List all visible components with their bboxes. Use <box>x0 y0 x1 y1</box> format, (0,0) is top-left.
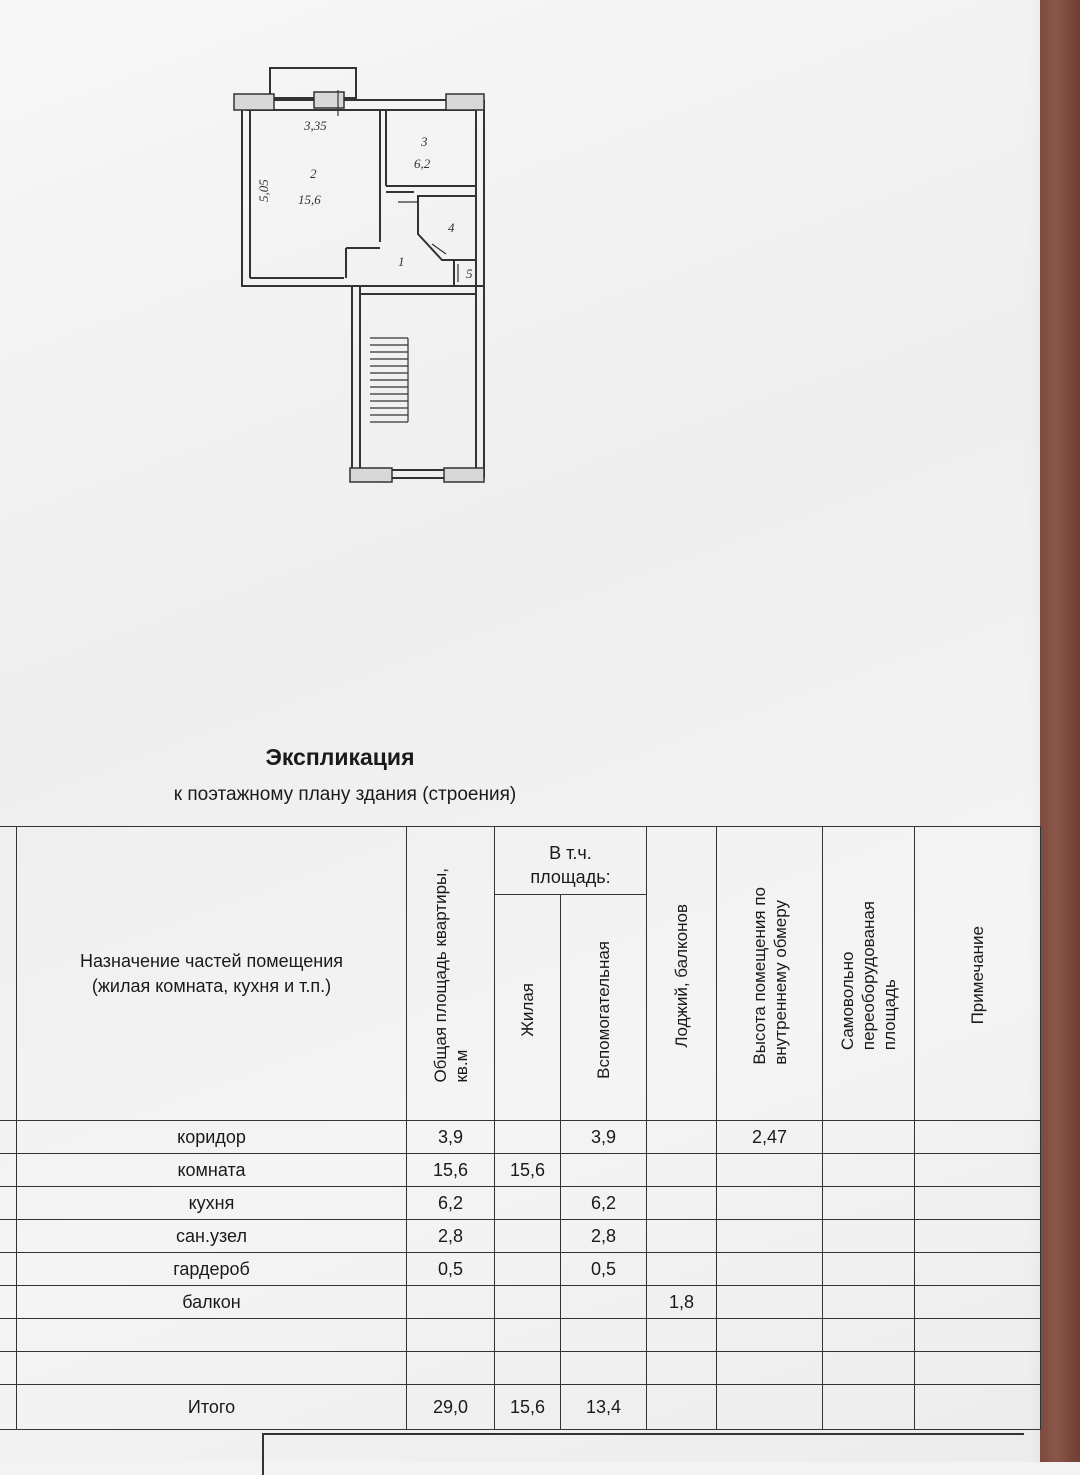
header-purpose: Назначение частей помещения (жилая комната, кухня и т.п.) <box>17 827 407 1121</box>
cell-aux <box>561 1319 647 1352</box>
cell-height <box>717 1253 823 1286</box>
cell-total: 3,9 <box>407 1121 495 1154</box>
cell-total <box>407 1319 495 1352</box>
table-header-row-1 <box>0 827 1041 895</box>
cell-name: сан.узел <box>17 1220 407 1253</box>
cell-name: кухня <box>17 1187 407 1220</box>
total-label: Итого <box>17 1385 407 1430</box>
table-row <box>0 1319 1041 1352</box>
cell-height: 2,47 <box>717 1121 823 1154</box>
plan-label-width: 3,35 <box>304 118 327 133</box>
cell-name: гардероб <box>17 1253 407 1286</box>
header-unauthorized-text: Самовольно переоборудованая площадь <box>838 900 899 1051</box>
header-loggias <box>647 827 717 1121</box>
header-note-text: Примечание <box>968 926 987 1025</box>
cell-aux <box>561 1286 647 1319</box>
header-note <box>915 827 1041 1121</box>
cell-height <box>717 1286 823 1319</box>
cell-living <box>495 1220 561 1253</box>
cell-name: коридор <box>17 1121 407 1154</box>
cell-loggia <box>647 1187 717 1220</box>
cell-loggia <box>647 1352 717 1385</box>
cell-loggia <box>647 1319 717 1352</box>
table-row <box>0 1220 1041 1253</box>
stairwell-wall <box>352 286 484 478</box>
table-row <box>0 1253 1041 1286</box>
header-loggias-text: Лоджий, балконов <box>672 903 691 1048</box>
header-auxiliary <box>561 895 647 1121</box>
cell-living <box>495 1253 561 1286</box>
plan-label-height: 5,05 <box>256 179 271 202</box>
cell-loggia <box>647 1121 717 1154</box>
cell-loggia: 1,8 <box>647 1286 717 1319</box>
cell-loggia <box>647 1154 717 1187</box>
cell-total: 0,5 <box>407 1253 495 1286</box>
header-unauthorized <box>823 827 915 1121</box>
plan-label-room-1: 1 <box>398 254 405 269</box>
header-total-area-text: Общая площадь квартиры, кв.м <box>430 868 471 1083</box>
cell-total <box>407 1352 495 1385</box>
plan-label-room-2: 2 <box>310 166 317 181</box>
cell-total: 2,8 <box>407 1220 495 1253</box>
cell-aux: 3,9 <box>561 1121 647 1154</box>
floor-plan <box>228 64 500 490</box>
total-aux: 13,4 <box>561 1385 647 1430</box>
bathroom-wall <box>418 196 476 260</box>
cell-loggia <box>647 1253 717 1286</box>
table-row <box>0 1187 1041 1220</box>
header-total-area <box>407 827 495 1121</box>
plan-label-room-4: 4 <box>448 220 455 235</box>
cell-total: 6,2 <box>407 1187 495 1220</box>
cell-height <box>717 1220 823 1253</box>
table-total-row <box>0 1385 1041 1430</box>
cell-total <box>407 1286 495 1319</box>
cell-aux <box>561 1154 647 1187</box>
cell-name <box>17 1352 407 1385</box>
explication-subtitle: к поэтажному плану здания (строения) <box>173 784 517 805</box>
cell-living <box>495 1319 561 1352</box>
cell-aux: 6,2 <box>561 1187 647 1220</box>
cell-living <box>495 1352 561 1385</box>
cell-name: комната <box>17 1154 407 1187</box>
next-table-edge <box>262 1433 1024 1475</box>
table-row <box>0 1352 1041 1385</box>
table-row <box>0 1286 1041 1319</box>
cell-name <box>17 1319 407 1352</box>
plan-label-room-2-area: 15,6 <box>298 192 321 207</box>
total-living: 15,6 <box>495 1385 561 1430</box>
header-height-text: Высота помещения по внутреннему обмеру <box>749 886 790 1065</box>
header-height <box>717 827 823 1121</box>
cell-height <box>717 1154 823 1187</box>
explication-title: Экспликация <box>265 744 415 770</box>
table-row <box>0 1154 1041 1187</box>
cell-name: балкон <box>17 1286 407 1319</box>
cell-living: 15,6 <box>495 1154 561 1187</box>
cell-loggia <box>647 1220 717 1253</box>
cell-living <box>495 1286 561 1319</box>
header-number <box>0 827 17 1121</box>
header-living-text: Жилая <box>518 982 537 1037</box>
plan-label-room-3-area: 6,2 <box>414 156 431 171</box>
cell-height <box>717 1352 823 1385</box>
cell-total: 15,6 <box>407 1154 495 1187</box>
plan-label-room-5: 5 <box>466 266 473 281</box>
cell-height <box>717 1187 823 1220</box>
cell-living <box>495 1121 561 1154</box>
cell-aux <box>561 1352 647 1385</box>
cell-height <box>717 1319 823 1352</box>
plan-label-room-3: 3 <box>421 134 428 149</box>
wooden-desk-edge <box>1040 0 1080 1462</box>
cell-aux: 0,5 <box>561 1253 647 1286</box>
table-row <box>0 1121 1041 1154</box>
header-living <box>495 895 561 1121</box>
cell-living <box>495 1187 561 1220</box>
cell-aux: 2,8 <box>561 1220 647 1253</box>
total-area: 29,0 <box>407 1385 495 1430</box>
header-auxiliary-text: Вспомогательная <box>594 940 613 1079</box>
header-incl-area: В т.ч. площадь: <box>495 827 647 895</box>
explication-table <box>0 826 1041 1430</box>
